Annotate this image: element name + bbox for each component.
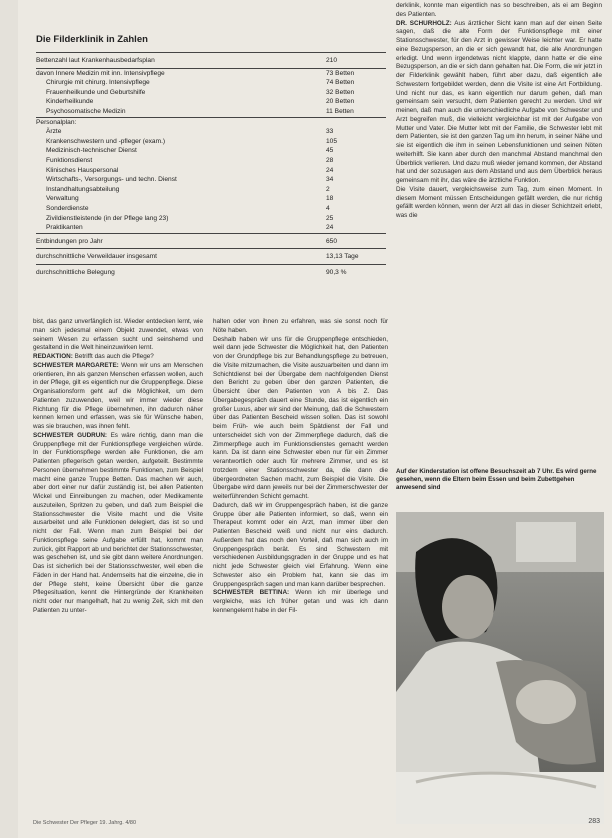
stats-row-label: durchschnittliche Verweildauer insgesamt	[36, 253, 157, 261]
stats-row-value: 20 Betten	[326, 98, 355, 106]
stats-row-label: Psychosomatische Medizin	[46, 107, 126, 115]
stats-row-value: 24	[326, 166, 334, 174]
stats-row-label: Praktikanten	[46, 224, 83, 232]
paragraph-text: halten oder von ihnen zu erfahren, was sie sonst noch für Nöte haben.	[213, 318, 388, 334]
stats-row	[36, 156, 386, 166]
stats-row	[36, 137, 386, 147]
stats-row	[36, 88, 386, 98]
stats-row-label: Instandhaltungsabteilung	[46, 185, 120, 193]
stats-row	[36, 68, 386, 79]
stats-row-label: Bettenzahl laut Krankenhausbedarfsplan	[36, 57, 155, 64]
stats-row-label: Ärzte	[46, 128, 62, 136]
stats-row	[36, 185, 386, 195]
stats-row-value: 11 Betten	[326, 107, 354, 115]
stats-row	[36, 194, 386, 204]
stats-row	[36, 223, 386, 233]
stats-row-value: 73 Betten	[326, 69, 355, 77]
paragraph-text: derklinik, konnte man eigentlich nas so beschreiben, als ei am Beginn des Patienten.	[396, 2, 602, 18]
stats-row-value: 13,13 Tage	[326, 253, 359, 261]
stats-row	[36, 117, 386, 128]
paragraph	[396, 186, 602, 221]
stats-row-value: 2	[326, 185, 330, 193]
paragraph-text: Wenn ich mir überlege und vergleiche, was ich früher getan und was ich dann kennengelernt habe in der Fil-	[213, 589, 388, 614]
photo-nurse-with-child	[396, 512, 604, 824]
stats-row	[36, 166, 386, 176]
stats-row-label: Personalplan:	[36, 118, 77, 126]
stats-row	[36, 52, 386, 68]
stats-row	[36, 107, 386, 117]
stats-row	[36, 204, 386, 214]
paragraph	[33, 362, 203, 432]
speaker-name: SCHWESTER GUDRUN:	[33, 431, 108, 439]
stats-box	[36, 34, 386, 279]
stats-row-label: Entbindungen pro Jahr	[36, 237, 103, 245]
paragraph	[33, 353, 203, 362]
stats-title: Die Filderklinik in Zahlen	[36, 34, 148, 45]
stats-row-value: 24	[326, 224, 334, 232]
stats-row	[36, 233, 386, 249]
stats-row-value: 33	[326, 128, 334, 136]
text-column-2	[213, 318, 388, 616]
stats-row-value: 210	[326, 57, 338, 64]
stats-row	[36, 146, 386, 156]
paragraph	[213, 318, 388, 336]
paragraph-text: Wenn wir uns am Menschen orientieren, ihn als ganzen Menschen erfassen wollen, auch in der Pflege, gilt es eigentlich nur die Gruppenpflege. Diese Organisationsform geht auf die Möglichkeit, um dem Patienten zuzuwenden, weil wir immer wieder diese Richtung für die Pflege übernehmen, ihn dadurch näher kennen lernen und erfassen, was sie für Wünsche haben, was sie brauchen, was ihnen fehlt.	[33, 361, 203, 430]
footer-journal-ref: Die Schwester Der Pfleger 19. Jahrg. 4/80	[33, 820, 137, 826]
stats-row	[36, 78, 386, 88]
paragraph-text: Deshalb haben wir uns für die Gruppenpflege entschieden, weil dann jede Schwester die Möglichkeit hat, den Patienten von der Grundpflege bis zur Behandlungspflege zu betreuen, die Visite mitzumachen, die Visite auszuarbeiten und dann im Schichtdienst bei der Übergabe dem nachfolgenden Dienst den Bericht zu geben über den ganzen Patienten, die Übersicht über den Patienten von A bis Z. Das Übergabegespräch dauert eine Stunde, das ist eigentlich ein großer Luxus, aber wir sind der Meinung, daß die Schwestern über das Patienten Bescheid wissen sollen. Das ist sowohl beim Früh- wie auch beim Spätdienst der Fall und unterscheidet sich von der Zimmerpflege dadurch, daß die Zimmerpflege auch im Funktionsdienstes gemacht werden kann. Da ist dann eine Schwester eben nur für ein Zimmer verantwortlich oder auch für mehrere Zimmer, und es ist trotzdem einer Stationsschwester da, die dann die übergeordneten Sachen macht, zum Beispiel die Visite. Die Übergabe wird dann jeweils nur bei der Zimmerschwester der weiterführenden Schicht gemacht.	[213, 335, 388, 500]
stats-row-value: 28	[326, 156, 334, 164]
speaker-name: SCHWESTER MARGARETE:	[33, 361, 119, 369]
stats-row	[36, 175, 386, 185]
stats-row-value: 32 Betten	[326, 88, 355, 96]
photo-caption: Auf der Kinderstation ist offene Besuchszeit ab 7 Uhr. Es wird gerne gesehen, wenn die Eltern beim Essen und beim Zubettgehen anwesend sind	[396, 468, 597, 491]
paragraph-text: Die Visite dauert, vergleichsweise zum Tag, zum einen Moment. In diesem Moment müssen Entscheidungen gefällt werden, die nur richtig gefällt werden können, wenn der Arzt all das in dieser Schichtzeit erlebt, was die	[396, 185, 602, 219]
stats-row	[36, 97, 386, 107]
stats-row-value	[326, 119, 386, 128]
text-column-3	[396, 2, 602, 221]
stats-row-value: 90,3 %	[326, 268, 347, 276]
stats-row-value: 34	[326, 176, 334, 184]
stats-row-label: durchschnittliche Belegung	[36, 268, 115, 276]
stats-row-label: Chirurgie mit chirurg. Intensivpflege	[46, 79, 150, 87]
left-margin-strip	[0, 0, 18, 838]
stats-row	[36, 214, 386, 224]
stats-row-label: Zivildienstleistende (in der Pflege lang 23)	[46, 214, 169, 222]
paragraph-text: Aus ärztlicher Sicht kann man auf der einen Seite sagen, daß die alte Form der Funktionspflege mit einer Stationsschwester, für den Arzt in gewisser Weise leichter war. Er hatte eine Bezugsperson, an die er sich gewandt hat, die alle Anordnungen erledigt. Und wenn irgendetwas nicht klappte, dann hatte er die eine Bezugsperson, an die er sich dann gehalten hat. Die Form, die wir jetzt in der Filderklinik gewählt haben, führt aber dazu, daß eigentlich alle Schwestern fortgebildet werden, denn die Visite ist eine Art Fortbildung. Und nicht nur das, es kann eigentlich nur darum gehen, daß man gemeinsam sein versucht, dem Patienten gerecht zu werden. Und wir meinen, daß man auch die unterschiedliche Aufgabe von Schwester und Arzt begreifen muß, die vielleicht vergleichbar ist mit der Aufgabe von Mutter und Vater. Die Mutter lebt mit der Familie, die Schwester lebt mit dem Patienten, sie ist den ganzen Tag um ihn herum, in seiner Nähe und sie ist eigentlich die ihm in seinen Lebensfunktionen und seinen Nöten weiterhilft. Sie kann aber durch den manchmal Abstand manchmal den Überblick verlieren. Und dazu muß wieder jemand kommen, der Abstand hat und der sozusagen aus dem Abstand und aus dem Überblick heraus gemeinsam mit ihr, das wäre die ärztliche Funktion.	[396, 19, 602, 184]
stats-row-label: davon Innere Medizin mit inn. Intensivpflege	[36, 69, 165, 77]
stats-row-label: Verwaltung	[46, 195, 79, 203]
stats-row-value: 650	[326, 237, 338, 245]
paragraph	[213, 589, 388, 615]
stats-row-label: Medizinisch-technischer Dienst	[46, 147, 137, 155]
stats-row-value: 105	[326, 137, 338, 145]
paragraph	[213, 502, 388, 590]
stats-table	[36, 52, 386, 279]
speaker-name: DR. SCHURHOLZ:	[396, 19, 452, 27]
paragraph-text: bist, das ganz unverfänglich ist. Wieder entdecken lernt, wie man sich jedesmal einem Objekt zuwendet, etwas von seinem Wesen zu erfassen sucht und seinshemd und gestaltend in die Welt hineinzuwirken lernt.	[33, 318, 203, 352]
stats-row-label: Krankenschwestern und -pfleger (exam.)	[46, 137, 166, 145]
stats-row	[36, 127, 386, 137]
speaker-name: SCHWESTER BETTINA:	[213, 589, 290, 597]
stats-row-value: 25	[326, 214, 334, 222]
paragraph	[396, 20, 602, 186]
paragraph-text: Es wäre richtig, dann man die Gruppenpflege mit der Funktionspflege vergleichen würde. In der Funktionspflege werden alle Funktionen, die am Patienten pflegerisch getan werden, aufgeteilt. Bestimmte Personen übernehmen bestimmte Funktionen, zum Beispiel macht eine ganze Truppe Betten. Das machen wir auch, aber dort einer nur dafür zuständig ist, bei allen Patienten Wickel und Einreibungen zu machen, oder Medikamente auszuteilen, Spritzen zu geben, und daß zum Beispiel die Stationsschwester die Visite macht und die Visite ausarbeitet und alle Funktionen delegiert, das ist so und nicht der Fall. Wenn man zum Beispiel bei der Funktionspflege seine Aufgabe erfüllt hat, kommt man zurück, gibt Rapport ab und berichtet der Stationsschwester, was geschehen ist, und sie gibt dann weitere Anordnungen. Das ist sicherlich bei der Stationsschwester, weil eben die Fäden in der Hand hat. Andernseits hat die einzelne, die in der Pflege steht, keine Übersicht über die ganze Pflegesituation, kennt die Hintergründe der Krankheiten nicht oder nur mangelhaft, hat zu wenig Zeit, sich mit den Patienten zu unter-	[33, 431, 204, 614]
paragraph	[33, 318, 203, 353]
stats-row	[36, 248, 386, 264]
text-column-1	[33, 318, 203, 616]
stats-row-label: Frauenheilkunde und Geburtshilfe	[46, 88, 146, 96]
paragraph	[33, 432, 203, 616]
stats-row-label: Kinderheilkunde	[46, 98, 94, 106]
speaker-name: REDAKTION:	[33, 353, 73, 360]
paragraph-text: Betrifft das auch die Pflege?	[74, 353, 154, 360]
stats-row-value: 4	[326, 204, 330, 212]
paragraph-text: Dadurch, daß wir im Gruppengespräch haben, ist die ganze Gruppe über alle Patienten informiert, so daß, wenn ein Therapeut kommt oder ein Arzt, man immer über den Patienten Bescheid weiß und nicht nur eins dadurch. Außerdem hat das noch den Vorteil, daß man sich auch im Gruppengespräch berät. Es sind Schwestern mit verschiedenen Ausbildungsgraden in der Gruppe und es hat nicht jede Schwester gleich viel Erfahrung. Wenn eine Schwester also ein Problem hat, kann sie das im Gruppengespräch sagen und man kann darüber besprechen.	[213, 501, 388, 588]
stats-row-label: Sonderdienste	[46, 204, 89, 212]
stats-row-label: Klinisches Hauspersonal	[46, 166, 119, 174]
stats-row-value: 74 Betten	[326, 79, 355, 87]
page-number: 283	[588, 818, 600, 825]
stats-row-label: Funktionsdienst	[46, 156, 93, 164]
paragraph	[213, 336, 388, 502]
stats-row	[36, 264, 386, 280]
stats-row-label: Wirtschafts-, Versorgungs- und techn. Dienst	[46, 176, 177, 184]
paragraph	[396, 2, 602, 20]
stats-row-value: 18	[326, 195, 334, 203]
stats-row-value: 45	[326, 147, 334, 155]
